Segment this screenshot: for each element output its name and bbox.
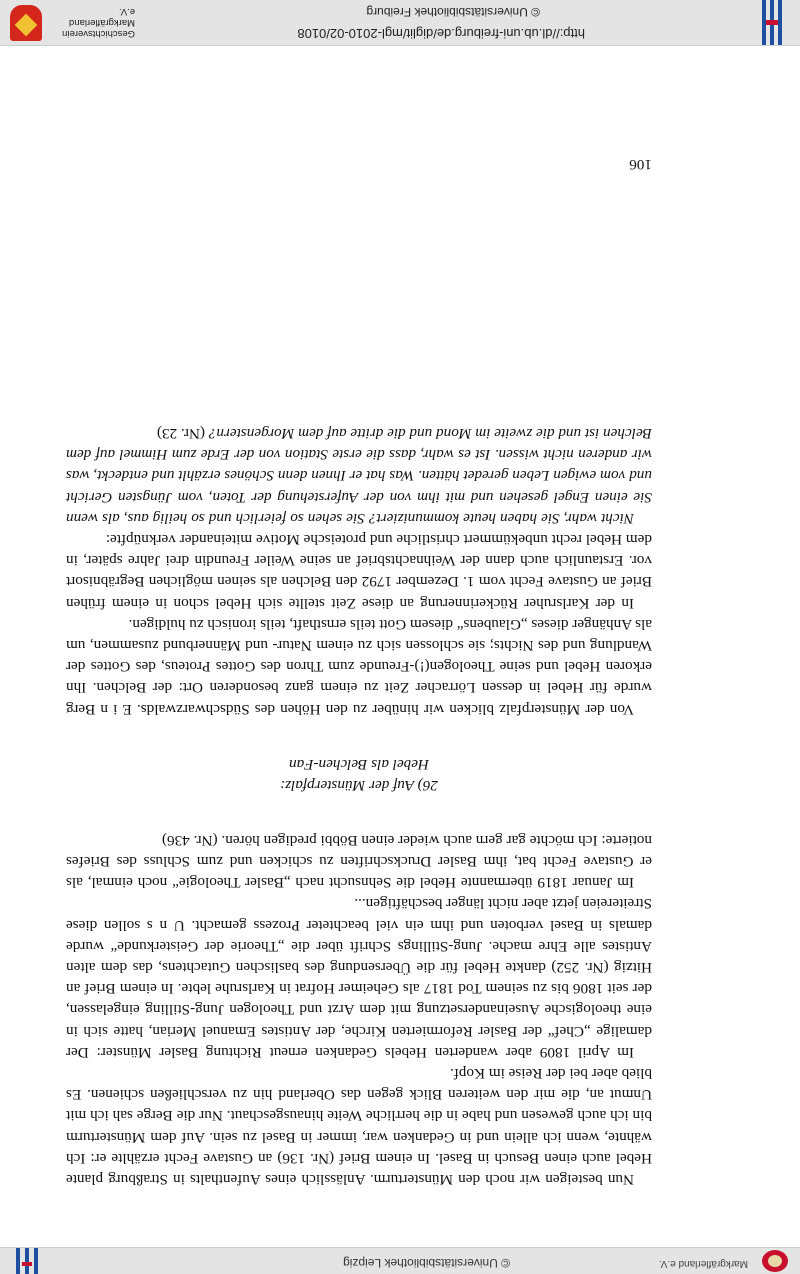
section-heading-line1: 26) Auf der Münsterpfalz:	[280, 776, 438, 794]
coat-of-arms-icon	[10, 5, 42, 41]
paragraph-april-1809: Im April 1809 aber wanderten Hebels Gedanken erneut Richtung Basler Münster: Der damalige „Chef“ der Basler Reformierten Kirche, der Antistes Emanuel Merian, hatte sich in eine theologische Auseinandersetzung mit dem Arzt und Theologen Jung-Stilling eingelassen, der seit 1806 bis zu seinem Tod 1817 als Geheimer Hofrat in Karlsruhe lebte. In einem Brief an Hitzig (Nr. 252) dankte Hebel für die Übersendung des baslischen Gutachtens, das dem alten Antistes alle Ehre mache. Jung-Stillings Schrift über die „Theorie der Geisterkunde“ wurde damals in Basel verboten und ihm ein viel beachteter Prozess gemacht. U n s sollen diese Streitereien jetzt aber nicht länger beschäftigen...	[66, 895, 652, 1061]
paragraph-karlsruher: In der Karlsruher Rückerinnerung an diese Zeit stellte sich Hebel schon in einem frühen Brief an Gustave Fecht vom 1. Dezember 1792 den Belchen als seinen möglichen Begräbnisort vor. Erstaunlich auch dann der Weihnachtsbrief an seine Weiler Freundin drei Jahre später, in dem Hebel recht unbekümmert christliche und proteische Motive miteinander verknüpfte:	[66, 530, 652, 612]
quote-text: Nicht wahr, Sie haben heute kommuniziert? Sie sehen so feierlich und so heilig aus, als wenn Sie einen Engel gesehen und mit ihm von der Auferstehung der Toten, vom Jüngsten Gericht und vom ewigen Leben geredet hätten. Was hat er Ihnen denn Schönes erzählt und entdeckt, was wir anderen nicht wissen. Ist es wahr, dass die erste Station von der Erde zum Himmel auf dem Belchen ist und die zweite im Mond und die dritte auf dem Morgenstern?	[66, 424, 652, 527]
document-url-link[interactable]: http://dl.ub.uni-freiburg.de/diglit/mgl-2010-02/0108	[297, 26, 585, 41]
ub-freiburg-logo-icon	[12, 1248, 42, 1274]
library-credit: © Universitätsbibliothek Leipzig	[343, 1256, 510, 1270]
ub-freiburg-logo-icon	[754, 0, 790, 45]
quote-reference: (Nr. 23)	[156, 424, 206, 442]
section-heading-line2: Hebel als Belchen-Fan	[289, 755, 430, 773]
paragraph-munsterturm: Nun besteigen wir noch den Münsterturm. Anlässlich eines Aufenthalts in Straßburg plante Hebel auch einen Besuch in Basel. In einem Brief (Nr. 136) an Gustave Fecht erzählte er: Ich wähnte, wenn ich allein und in Gedanken war, immer in Basel zu sein. Auf dem Münsterturm bin ich auch gewesen und habe in die herrliche Weite hinausgeschaut. Nur die Berge sah ich mit Unmut an, die mir den weiteren Blick gegen das Oberland hin zu verschließen schienen. Es blieb aber bei der Reise im Kopf.	[66, 1064, 652, 1188]
library-copyright: © Universitätsbibliothek Freiburg	[366, 5, 540, 19]
paragraph-belchen: Von der Münsterpfalz blicken wir hinüber zu den Höhen des Südschwarzwalds. E i n Berg wurde für Hebel in dessen Lörracher Zeit zu einem ganz besonderen Ort: der Belchen. Ihn erkoren Hebel und seine Theologen(!)-Freunde zum Thron des Gottes Proteus, des Gottes der Wandlung und des Nichts; sie schlossen sich zu einem Natur- und Männerbund zusammen, um als Anhänger dieses „Glaubens“ diesem Gott teils ernsthaft, teils ironisch zu huldigen.	[66, 615, 652, 718]
society-name: Geschichtsverein Markgräflerland e.V.	[62, 6, 135, 39]
page-text	[66, 423, 652, 1190]
university-logo-icon	[762, 1250, 788, 1272]
viewer-top-bar	[0, 1247, 800, 1274]
paragraph-januar-1819: Im Januar 1819 übermannte Hebel die Sehnsucht nach „Basler Theologie“ noch einmal, als er Gustave Fecht bat, ihm Basler Druckschriften zu schicken und zum Schluss des Briefes notierte: Ich möchte gar gern auch wieder einen Böbbi predigen hören. (Nr. 436)	[66, 831, 652, 892]
society-label-top: Markgräflerland e.V.	[658, 1258, 748, 1269]
page-number: 106	[629, 156, 652, 173]
viewer-bottom-bar	[0, 0, 800, 46]
quote-weihnachtsbrief	[66, 423, 652, 529]
section-heading	[66, 754, 652, 796]
